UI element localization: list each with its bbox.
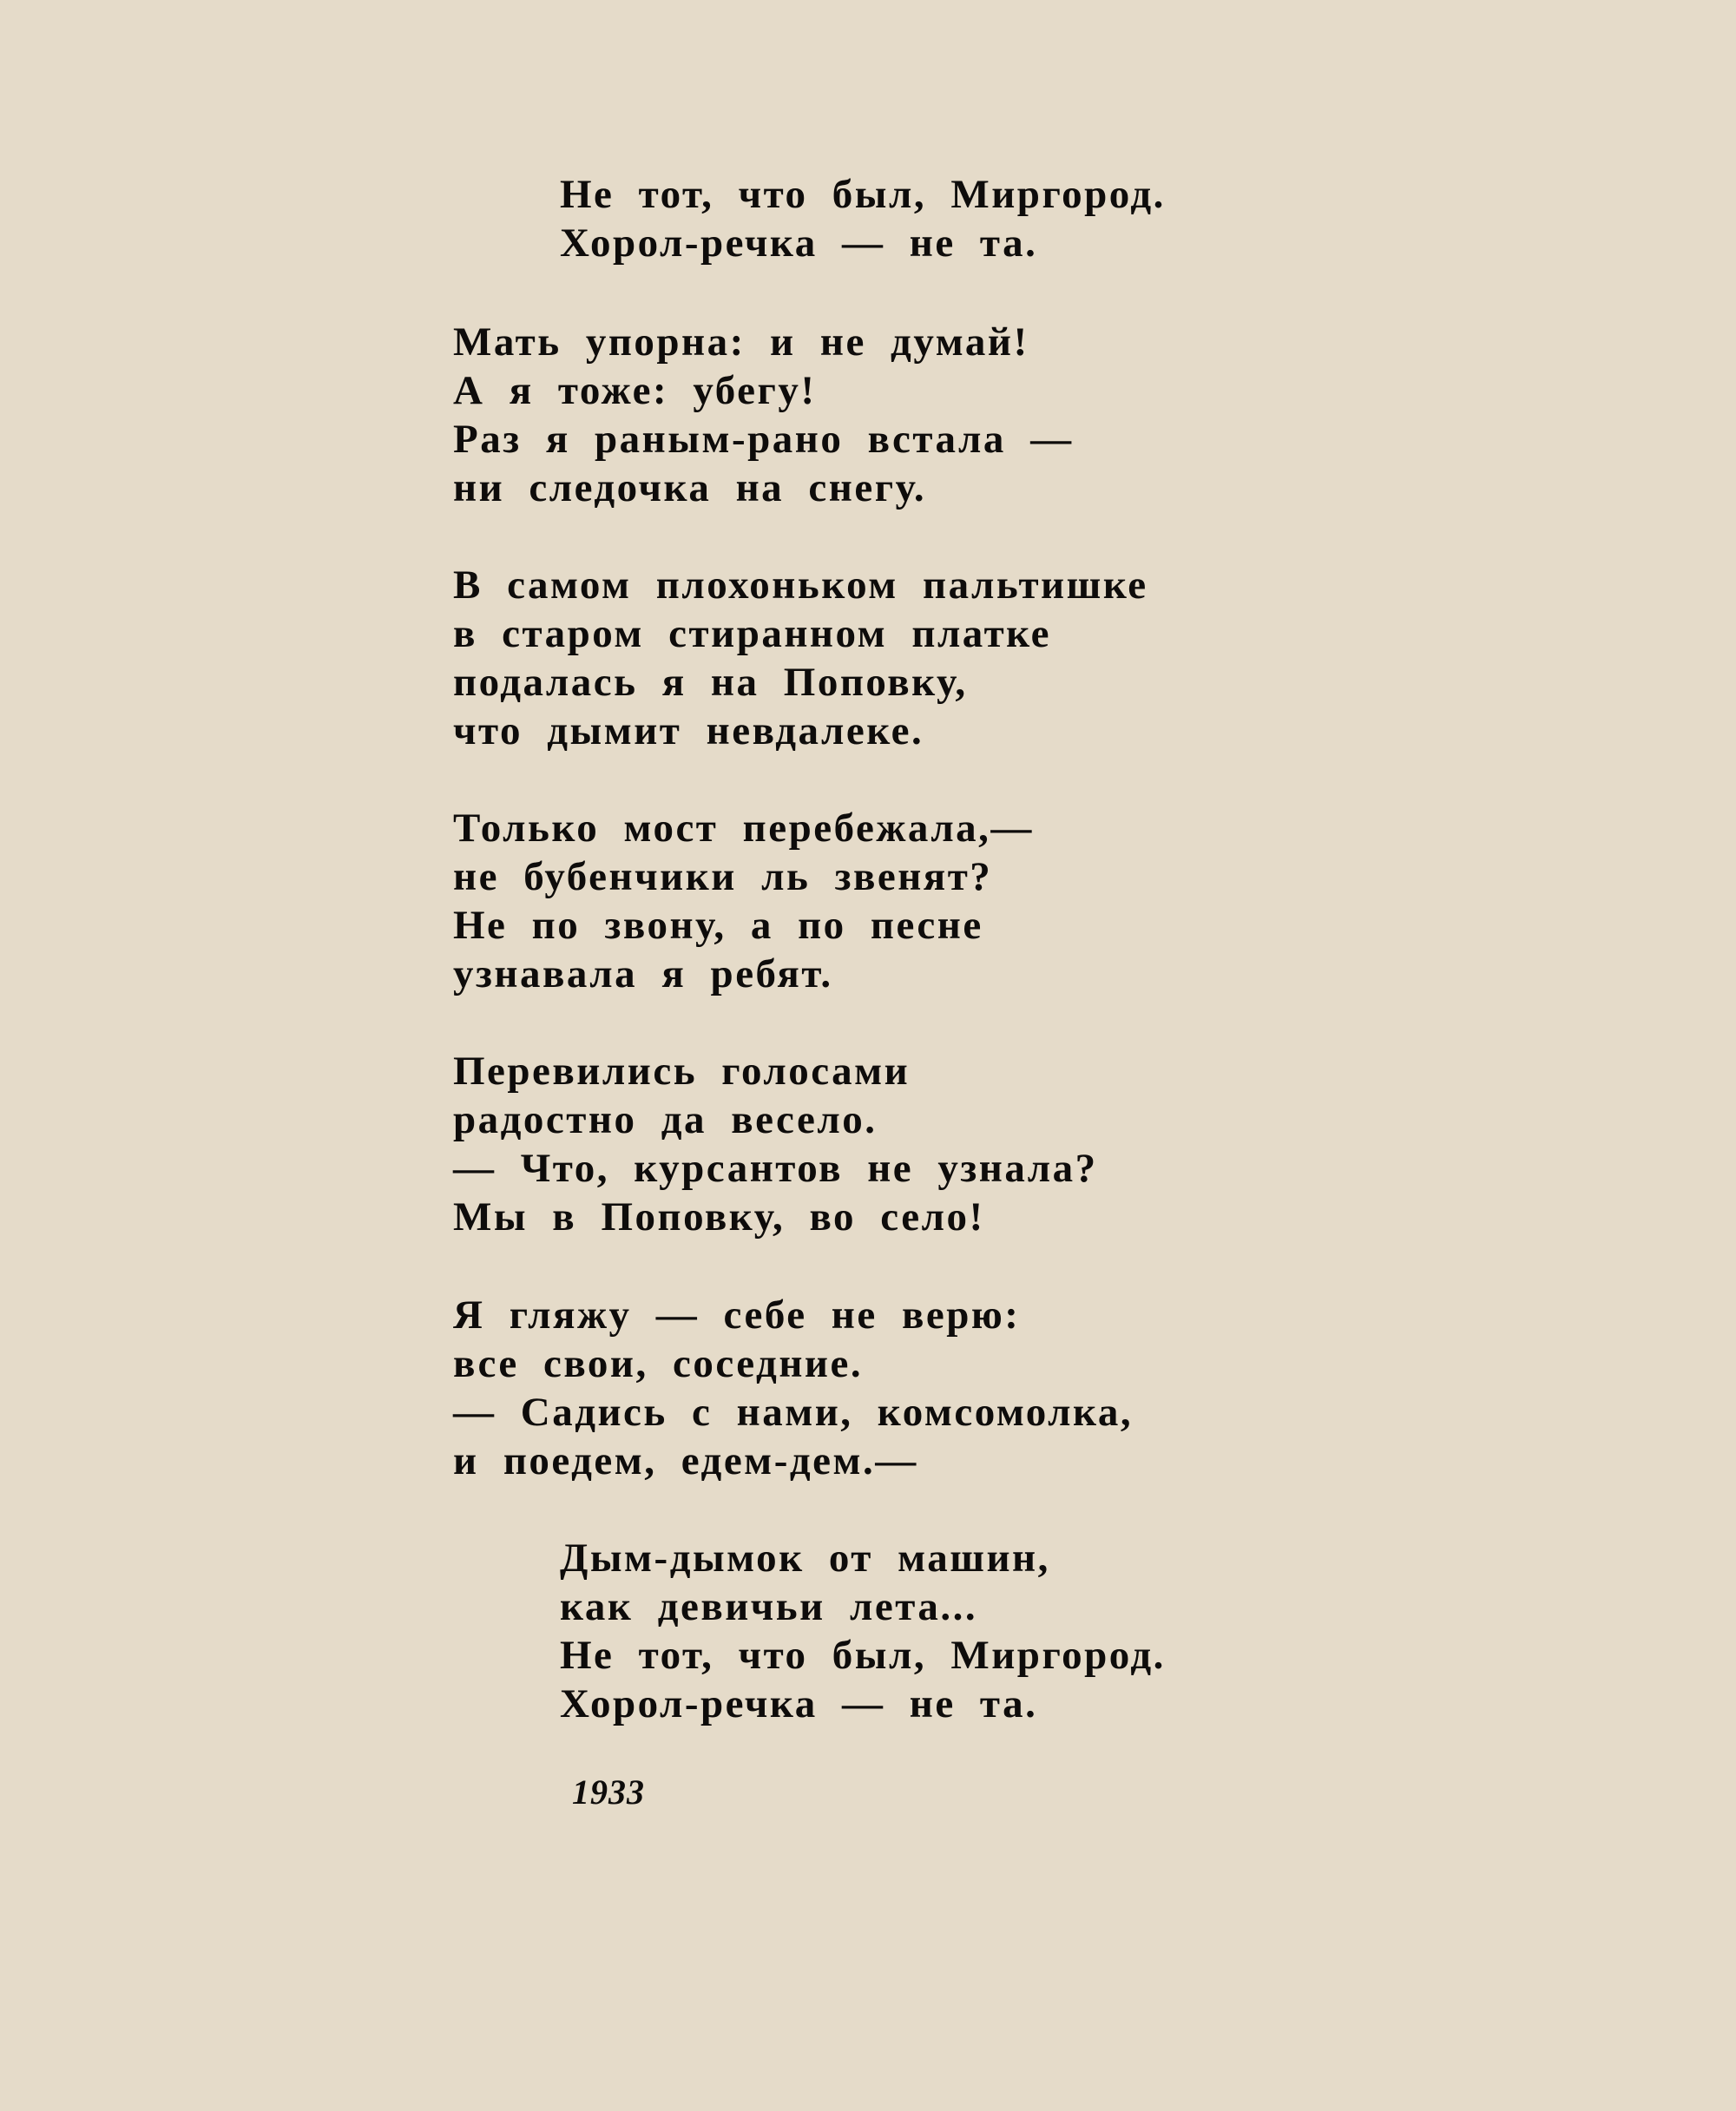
poem-line: — Садись с нами, комсомолка, — [453, 1390, 1134, 1435]
stanza-2 — [453, 318, 1074, 512]
poem-line: Раз я раным-рано встала — — [453, 417, 1074, 462]
poem-line: Перевились голосами — [453, 1049, 911, 1094]
poem-line: радостно да весело. — [453, 1097, 878, 1142]
poem-line: Дым-дымок от машин, — [560, 1536, 1050, 1581]
poem-line: Хорол-речка — не та. — [560, 1681, 1038, 1726]
poem-line: Не по звону, а по песне — [453, 903, 983, 948]
stanza-1 — [560, 170, 1166, 267]
poem-year: 1933 — [572, 1772, 645, 1812]
poem-line: Только мост перебежала,— — [453, 806, 1034, 851]
poem-line: Не тот, что был, Миргород. — [560, 1633, 1166, 1678]
poem-line: Я гляжу — себе не верю: — [453, 1292, 1021, 1338]
poem-line: и поедем, едем-дем.— — [453, 1438, 918, 1483]
poem-line: подалась я на Поповку, — [453, 660, 968, 705]
poem-line: Хорол-речка — не та. — [560, 220, 1038, 266]
poem-line: все свои, соседние. — [453, 1341, 864, 1386]
poem-line: В самом плохоньком пальтишке — [453, 562, 1148, 608]
stanza-7 — [560, 1534, 1166, 1728]
stanza-3 — [453, 561, 1148, 755]
poem-line: Мать упорна: и не думай! — [453, 319, 1029, 365]
poem-line: узнавала я ребят. — [453, 951, 833, 996]
poem-line: Не тот, что был, Миргород. — [560, 172, 1166, 217]
poem-line: не бубенчики ль звенят? — [453, 854, 993, 899]
poem-line: Мы в Поповку, во село! — [453, 1194, 985, 1240]
poem-line: что дымит невдалеке. — [453, 708, 924, 753]
poem-line: как девичьи лета... — [560, 1584, 978, 1629]
stanza-4 — [453, 804, 1034, 998]
poem-line: А я тоже: убегу! — [453, 368, 817, 413]
poem-line: ни следочка на снегу. — [453, 465, 927, 510]
poem-line: — Что, курсантов не узнала? — [453, 1146, 1098, 1191]
stanza-6 — [453, 1291, 1133, 1485]
stanza-5 — [453, 1047, 1098, 1241]
poem-line: в старом стиранном платке — [453, 611, 1051, 656]
